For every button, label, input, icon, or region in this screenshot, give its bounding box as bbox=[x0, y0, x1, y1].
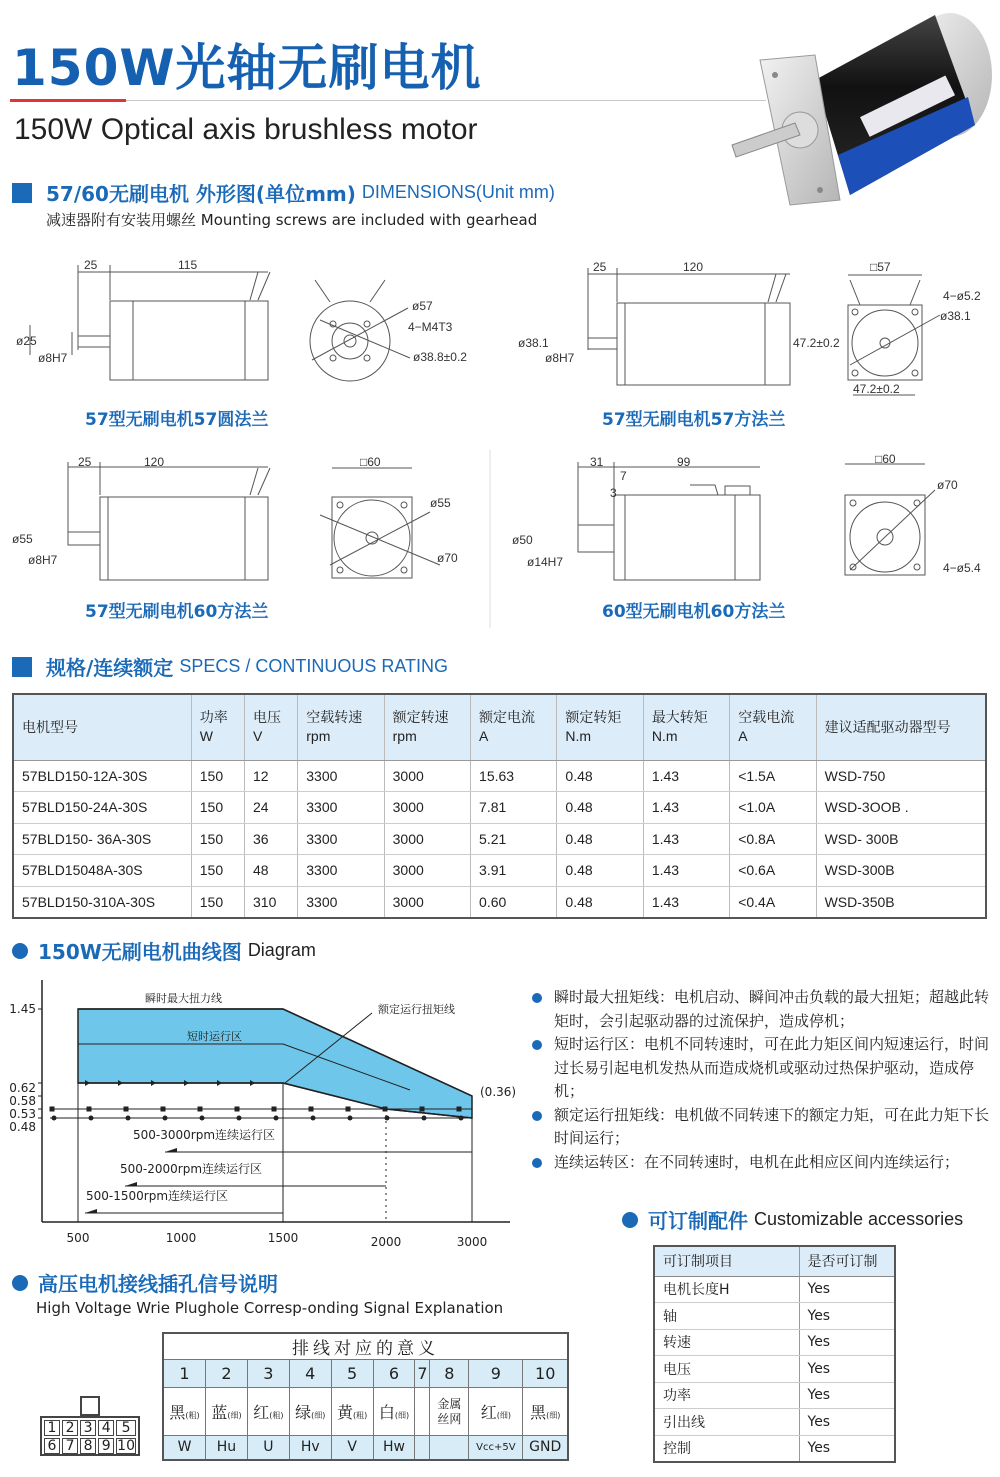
square-marker bbox=[198, 1107, 203, 1112]
table-cell: <0.4A bbox=[730, 886, 816, 918]
pin-number: 2 bbox=[206, 1360, 248, 1388]
table-cell: WSD-3OOB . bbox=[816, 792, 986, 824]
wire-color-name: 绿 bbox=[295, 1403, 312, 1422]
signal-name: U bbox=[247, 1436, 289, 1460]
dim-label: 3 bbox=[610, 486, 617, 500]
table-row bbox=[654, 1329, 895, 1356]
dim-label: 47.2±0.2 bbox=[793, 336, 840, 350]
column-header-unit: rpm bbox=[392, 728, 417, 745]
y-tick-label: 0.53 bbox=[9, 1107, 36, 1121]
wiring-heading bbox=[12, 1268, 278, 1297]
dot-marker bbox=[311, 1116, 316, 1121]
dimensions-heading-en: DIMENSIONS(Unit mm) bbox=[361, 182, 555, 202]
drawing-57-square-front bbox=[848, 275, 940, 395]
signal-name: V bbox=[331, 1436, 373, 1460]
column-header-label: 空载电流 bbox=[738, 709, 795, 726]
table-row bbox=[654, 1435, 895, 1462]
square-marker bbox=[272, 1107, 277, 1112]
wire-color-name: 白 bbox=[378, 1403, 395, 1422]
pin-number: 3 bbox=[247, 1360, 289, 1388]
wire-color-name: 红 bbox=[253, 1403, 270, 1422]
note-item: 额定运行扭矩线：电机做不同转速下的额定力矩，可在此力矩下长时间运行； bbox=[530, 1104, 990, 1151]
column-header bbox=[730, 694, 816, 760]
dim-label: □60 bbox=[360, 455, 381, 469]
drawing-caption: 57型无刷电机60方法兰 bbox=[85, 602, 269, 622]
wiring-table-title: 排线对应的意义 bbox=[163, 1333, 568, 1360]
table-cell: 3000 bbox=[384, 855, 470, 887]
drawing-57-60square-front bbox=[320, 468, 440, 578]
table-cell: 3.91 bbox=[471, 855, 557, 887]
dim-label: □57 bbox=[870, 260, 891, 274]
table-cell: 5.21 bbox=[471, 823, 557, 855]
square-marker bbox=[457, 1107, 462, 1112]
arrow-head bbox=[85, 1209, 97, 1213]
table-row bbox=[654, 1276, 895, 1303]
table-cell: 150 bbox=[191, 886, 244, 918]
table-cell: WSD-350B bbox=[816, 886, 986, 918]
zone-label: 500-1500rpm连续运行区 bbox=[86, 1189, 229, 1203]
dot-marker bbox=[163, 1116, 168, 1121]
table-cell: <0.6A bbox=[730, 855, 816, 887]
section-square-icon bbox=[12, 183, 32, 203]
drawing-caption: 57型无刷电机57圆法兰 bbox=[85, 410, 269, 430]
specs-heading-en: SPECS / CONTINUOUS RATING bbox=[179, 656, 449, 676]
connector-latch bbox=[80, 1396, 100, 1416]
table-cell: 0.48 bbox=[557, 823, 643, 855]
section-dot-icon bbox=[12, 1275, 28, 1291]
table-row bbox=[654, 1356, 895, 1383]
dim-label: ø8H7 bbox=[28, 553, 58, 567]
dim-label: 25 bbox=[78, 455, 92, 469]
series-label: 瞬时最大扭力线 bbox=[145, 992, 222, 1005]
accessories-heading-cn: 可订制配件 bbox=[648, 1209, 748, 1233]
square-marker bbox=[124, 1107, 129, 1112]
signal-name: Hw bbox=[373, 1436, 415, 1460]
dim-label: ø70 bbox=[437, 551, 458, 565]
x-tick-label: 2000 bbox=[370, 1235, 402, 1249]
dim-label: 120 bbox=[683, 260, 704, 274]
dim-label: ø70 bbox=[937, 478, 958, 492]
wire-color-name: 金属丝网 bbox=[437, 1396, 462, 1426]
x-tick-label: 1500 bbox=[267, 1231, 299, 1245]
table-cell: Yes bbox=[799, 1276, 895, 1303]
dim-label: 31 bbox=[590, 455, 604, 469]
diagram-heading-cn: 150W无刷电机曲线图 bbox=[38, 940, 242, 964]
column-header-unit: V bbox=[253, 728, 263, 745]
short-term-zone-area bbox=[78, 1009, 472, 1118]
table-cell: 0.60 bbox=[471, 886, 557, 918]
section-dot-icon bbox=[622, 1212, 638, 1228]
wire-color bbox=[415, 1388, 430, 1436]
table-row bbox=[654, 1382, 895, 1409]
column-header bbox=[13, 694, 191, 760]
specs-table bbox=[12, 693, 987, 919]
wire-color bbox=[163, 1388, 206, 1436]
column-header-label: 额定转速 bbox=[392, 709, 449, 726]
column-header-unit: W bbox=[199, 728, 213, 745]
signal-name bbox=[415, 1436, 430, 1460]
table-cell: 3300 bbox=[298, 855, 384, 887]
column-header-label: 额定转矩 bbox=[565, 709, 622, 726]
column-header bbox=[298, 694, 384, 760]
connector-pin: 1 bbox=[44, 1420, 60, 1436]
dim-label: ø14H7 bbox=[527, 555, 564, 569]
table-cell: 3300 bbox=[298, 792, 384, 824]
table-cell: 3000 bbox=[384, 792, 470, 824]
title-divider bbox=[126, 100, 766, 101]
connector-pin: 9 bbox=[98, 1438, 114, 1454]
zone-label: 500-2000rpm连续运行区 bbox=[120, 1162, 263, 1176]
wire-gauge: (细) bbox=[546, 1411, 561, 1420]
accessories-heading bbox=[622, 1205, 963, 1234]
x-tick-label: 3000 bbox=[456, 1235, 488, 1249]
table-cell: Yes bbox=[799, 1356, 895, 1383]
table-cell: 1.43 bbox=[643, 886, 729, 918]
table-row bbox=[654, 1303, 895, 1330]
column-header-unit: N.m bbox=[565, 728, 592, 745]
dim-label: ø8H7 bbox=[38, 351, 68, 365]
dot-marker bbox=[237, 1116, 242, 1121]
pin-number: 4 bbox=[289, 1360, 331, 1388]
table-cell: 57BLD150-310A-30S bbox=[13, 886, 191, 918]
table-cell: 1.43 bbox=[643, 855, 729, 887]
title-accent-rule bbox=[10, 99, 126, 102]
wire-gauge: (粗) bbox=[352, 1411, 368, 1420]
wire-gauge: (粗) bbox=[185, 1411, 200, 1420]
wire-color bbox=[289, 1388, 331, 1436]
wire-color-row bbox=[163, 1388, 568, 1436]
wire-color bbox=[469, 1388, 523, 1436]
table-cell: <1.0A bbox=[730, 792, 816, 824]
pin-number: 7 bbox=[415, 1360, 430, 1388]
table-cell: 24 bbox=[245, 792, 298, 824]
signal-name: Hv bbox=[289, 1436, 331, 1460]
table-row bbox=[13, 792, 986, 824]
brushless-motor-photo bbox=[720, 5, 1000, 215]
drawing-caption: 60型无刷电机60方法兰 bbox=[602, 602, 786, 622]
square-marker bbox=[235, 1107, 240, 1112]
y-tick-label: 0.48 bbox=[9, 1120, 36, 1134]
dot-marker bbox=[52, 1116, 57, 1121]
drawing-60-square-front bbox=[845, 464, 935, 575]
dot-marker bbox=[459, 1116, 464, 1121]
column-header bbox=[191, 694, 244, 760]
connector-pin: 5 bbox=[116, 1420, 136, 1436]
dim-label: 4−ø5.4 bbox=[943, 561, 981, 575]
x-tick-label: 1000 bbox=[165, 1231, 197, 1245]
wire-color bbox=[523, 1388, 568, 1436]
column-header-unit: rpm bbox=[306, 728, 331, 745]
table-cell: 310 bbox=[245, 886, 298, 918]
connector-pin: 8 bbox=[80, 1438, 96, 1454]
dimension-drawings bbox=[0, 250, 1000, 630]
dim-label: ø55 bbox=[12, 532, 33, 546]
pin-number: 9 bbox=[469, 1360, 523, 1388]
connector-icon bbox=[40, 1396, 140, 1458]
connector-pin: 3 bbox=[80, 1420, 96, 1436]
end-value-label: (0.36) bbox=[480, 1085, 517, 1099]
wire-color bbox=[247, 1388, 289, 1436]
column-header-label: 建议适配驱动器型号 bbox=[824, 718, 951, 735]
note-item: 瞬时最大扭矩线：电机启动、瞬间冲击负载的最大扭矩；超越此转矩时，会引起驱动器的过流保护，造成停机； bbox=[530, 986, 990, 1033]
square-marker bbox=[420, 1107, 425, 1112]
connector-pin: 4 bbox=[98, 1420, 114, 1436]
column-header: 是否可订制 bbox=[799, 1246, 895, 1276]
table-cell: 0.48 bbox=[557, 855, 643, 887]
table-cell: 57BLD15048A-30S bbox=[13, 855, 191, 887]
table-cell: 7.81 bbox=[471, 792, 557, 824]
table-cell: 57BLD150- 36A-30S bbox=[13, 823, 191, 855]
column-header-label: 功率 bbox=[199, 709, 228, 726]
column-header bbox=[471, 694, 557, 760]
dim-label: ø38.1 bbox=[518, 336, 549, 350]
dim-label: ø57 bbox=[412, 299, 433, 313]
dim-label: 4−ø5.2 bbox=[943, 289, 981, 303]
signal-name: Vcc+5V bbox=[469, 1436, 523, 1460]
note-item: 短时运行区：电机不同转速时，可在此力矩区间内短速运行，时间过长易引起电机发热从而造成烧机或驱动过热保护驱动，造成停机； bbox=[530, 1033, 990, 1104]
wire-gauge: (粗) bbox=[269, 1411, 284, 1420]
dim-label: 4−M4T3 bbox=[408, 320, 453, 334]
wire-color bbox=[331, 1388, 373, 1436]
wire-color-name: 黑 bbox=[530, 1403, 547, 1422]
specs-header-row bbox=[13, 694, 986, 760]
column-header-label: 最大转矩 bbox=[651, 709, 708, 726]
dim-label: 7 bbox=[620, 469, 627, 483]
specs-heading-cn: 规格/连续额定 bbox=[46, 656, 174, 680]
dim-label: ø8H7 bbox=[545, 351, 575, 365]
wire-color-name: 黑 bbox=[169, 1403, 186, 1422]
dim-label: ø38.8±0.2 bbox=[413, 350, 467, 364]
column-header-label: 空载转速 bbox=[306, 709, 363, 726]
accessories-heading-en: Customizable accessories bbox=[754, 1209, 964, 1229]
connector-pin: 6 bbox=[44, 1438, 60, 1454]
column-header-unit: A bbox=[738, 728, 748, 745]
table-cell: Yes bbox=[799, 1409, 895, 1436]
table-cell: <1.5A bbox=[730, 760, 816, 792]
column-header bbox=[816, 694, 986, 760]
table-row bbox=[654, 1409, 895, 1436]
table-cell: 0.48 bbox=[557, 792, 643, 824]
y-tick-label: 0.62 bbox=[9, 1081, 36, 1095]
column-header-unit: A bbox=[479, 728, 489, 745]
signal-row bbox=[163, 1436, 568, 1460]
table-cell: WSD-300B bbox=[816, 855, 986, 887]
table-cell: 功率 bbox=[654, 1382, 799, 1409]
dot-marker bbox=[126, 1116, 131, 1121]
accessories-table bbox=[653, 1245, 896, 1463]
drawing-57-square-side bbox=[588, 268, 790, 385]
dim-label: 120 bbox=[144, 455, 165, 469]
table-cell: 15.63 bbox=[471, 760, 557, 792]
dot-marker bbox=[200, 1116, 205, 1121]
table-cell: 150 bbox=[191, 823, 244, 855]
pin-number: 6 bbox=[373, 1360, 415, 1388]
wire-color-name: 黄 bbox=[336, 1403, 353, 1422]
wire-color-name: 蓝 bbox=[211, 1403, 228, 1422]
table-cell: 0.48 bbox=[557, 760, 643, 792]
table-cell: 1.43 bbox=[643, 792, 729, 824]
zone-label: 短时运行区 bbox=[187, 1030, 242, 1043]
signal-name: W bbox=[163, 1436, 206, 1460]
wire-gauge: (细) bbox=[227, 1411, 242, 1420]
dot-marker bbox=[422, 1116, 427, 1121]
table-cell: Yes bbox=[799, 1435, 895, 1462]
table-row bbox=[13, 855, 986, 887]
table-cell: 3300 bbox=[298, 886, 384, 918]
table-cell: 150 bbox=[191, 792, 244, 824]
signal-name bbox=[430, 1436, 469, 1460]
x-tick-label: 500 bbox=[66, 1231, 90, 1245]
wire-gauge: (细) bbox=[311, 1411, 326, 1420]
dot-marker bbox=[385, 1116, 390, 1121]
pin-number: 8 bbox=[430, 1360, 469, 1388]
y-tick-label: 1.45 bbox=[9, 1002, 36, 1016]
table-cell: 1.43 bbox=[643, 823, 729, 855]
column-header-label: 电压 bbox=[253, 709, 281, 726]
dim-label: 25 bbox=[593, 260, 607, 274]
column-header bbox=[384, 694, 470, 760]
table-cell: WSD-750 bbox=[816, 760, 986, 792]
table-cell: 3000 bbox=[384, 886, 470, 918]
square-marker bbox=[383, 1107, 388, 1112]
arrow-head bbox=[125, 1182, 137, 1186]
column-header bbox=[245, 694, 298, 760]
wire-gauge: (细) bbox=[394, 1411, 410, 1420]
square-marker bbox=[309, 1107, 314, 1112]
arrow-head bbox=[165, 1148, 177, 1152]
dot-marker bbox=[89, 1116, 94, 1121]
specs-heading bbox=[12, 652, 448, 681]
wiring-table bbox=[162, 1332, 569, 1461]
dim-label: 47.2±0.2 bbox=[853, 382, 900, 396]
table-cell: 12 bbox=[245, 760, 298, 792]
connector-pin: 10 bbox=[117, 1438, 135, 1454]
diagram-heading-en: Diagram bbox=[247, 940, 316, 960]
accessories-header-row bbox=[654, 1246, 895, 1276]
column-header-unit: N.m bbox=[651, 728, 678, 745]
wiring-title-row bbox=[163, 1333, 568, 1360]
table-cell: 控制 bbox=[654, 1435, 799, 1462]
table-cell: 3000 bbox=[384, 760, 470, 792]
table-row bbox=[13, 760, 986, 792]
dot-marker bbox=[348, 1116, 353, 1121]
table-cell: 1.43 bbox=[643, 760, 729, 792]
column-header-label: 电机型号 bbox=[22, 718, 78, 735]
table-cell: 150 bbox=[191, 760, 244, 792]
table-cell: 引出线 bbox=[654, 1409, 799, 1436]
wiring-subtitle: High Voltage Wrie Plughole Corresp-onding Signal Explanation bbox=[36, 1299, 504, 1317]
pin-number: 1 bbox=[163, 1360, 206, 1388]
connector-pin: 2 bbox=[62, 1420, 78, 1436]
wiring-heading-cn: 高压电机接线插孔信号说明 bbox=[38, 1272, 278, 1296]
section-square-icon bbox=[12, 657, 32, 677]
zone-label: 500-3000rpm连续运行区 bbox=[133, 1128, 276, 1142]
wire-color bbox=[430, 1388, 469, 1436]
column-header-label: 额定电流 bbox=[479, 709, 536, 726]
pin-number: 5 bbox=[331, 1360, 373, 1388]
drawing-60-square-side bbox=[578, 462, 760, 580]
table-cell: 电机长度H bbox=[654, 1276, 799, 1303]
table-cell: 3000 bbox=[384, 823, 470, 855]
drawing-caption: 57型无刷电机57方法兰 bbox=[602, 410, 786, 430]
table-cell: 3300 bbox=[298, 760, 384, 792]
dot-marker bbox=[274, 1116, 279, 1121]
table-cell: Yes bbox=[799, 1382, 895, 1409]
signal-name: GND bbox=[523, 1436, 568, 1460]
wire-gauge: (细) bbox=[496, 1411, 511, 1420]
column-header bbox=[643, 694, 729, 760]
y-tick-label: 0.58 bbox=[9, 1094, 36, 1108]
dim-label: ø50 bbox=[512, 533, 533, 547]
table-cell: Yes bbox=[799, 1329, 895, 1356]
table-row bbox=[13, 886, 986, 918]
square-marker bbox=[161, 1107, 166, 1112]
section-dot-icon bbox=[12, 943, 28, 959]
pin-number: 10 bbox=[523, 1360, 568, 1388]
table-cell: 0.48 bbox=[557, 886, 643, 918]
dim-label: 115 bbox=[178, 258, 198, 272]
dim-label: ø38.1 bbox=[940, 309, 971, 323]
table-cell: WSD- 300B bbox=[816, 823, 986, 855]
table-cell: 57BLD150-24A-30S bbox=[13, 792, 191, 824]
page-subtitle: 150W Optical axis brushless motor bbox=[14, 113, 478, 146]
dim-label: ø25 bbox=[16, 334, 37, 348]
connector-pin: 7 bbox=[62, 1438, 78, 1454]
table-cell: 3300 bbox=[298, 823, 384, 855]
diagram-heading bbox=[12, 936, 316, 965]
signal-name: Hu bbox=[206, 1436, 248, 1460]
dim-label: □60 bbox=[875, 452, 896, 466]
note-item: 连续运转区：在不同转速时，电机在此相应区间内连续运行； bbox=[530, 1151, 990, 1175]
table-cell: 150 bbox=[191, 855, 244, 887]
drawing-57-round-front bbox=[310, 280, 410, 381]
wire-color bbox=[373, 1388, 415, 1436]
pin-number-row bbox=[163, 1360, 568, 1388]
dim-label: 99 bbox=[677, 455, 691, 469]
table-cell: 57BLD150-12A-30S bbox=[13, 760, 191, 792]
table-cell: 转速 bbox=[654, 1329, 799, 1356]
column-header: 可订制项目 bbox=[654, 1246, 799, 1276]
wire-color bbox=[206, 1388, 248, 1436]
square-marker bbox=[50, 1107, 55, 1112]
mounting-note: 减速器附有安装用螺丝 Mounting screws are included with gearhead bbox=[46, 211, 538, 229]
table-cell: Yes bbox=[799, 1303, 895, 1330]
square-marker bbox=[346, 1107, 351, 1112]
drawing-57-60square-side bbox=[68, 462, 270, 580]
square-marker bbox=[87, 1107, 92, 1112]
column-header bbox=[557, 694, 643, 760]
table-cell: 电压 bbox=[654, 1356, 799, 1383]
table-cell: <0.8A bbox=[730, 823, 816, 855]
page-title: 150W光轴无刷电机 bbox=[12, 39, 482, 97]
dim-label: ø55 bbox=[430, 496, 451, 510]
series-label: 额定运行扭矩线 bbox=[378, 1003, 455, 1016]
table-cell: 48 bbox=[245, 855, 298, 887]
wire-color-name: 红 bbox=[480, 1403, 497, 1422]
dimensions-heading bbox=[12, 178, 555, 207]
dimensions-heading-cn: 57/60无刷电机 外形图(单位mm) bbox=[46, 182, 356, 206]
torque-speed-chart bbox=[0, 980, 520, 1250]
table-row bbox=[13, 823, 986, 855]
table-cell: 轴 bbox=[654, 1303, 799, 1330]
dim-label: 25 bbox=[84, 258, 98, 272]
diagram-legend-notes bbox=[530, 986, 990, 1174]
table-cell: 36 bbox=[245, 823, 298, 855]
